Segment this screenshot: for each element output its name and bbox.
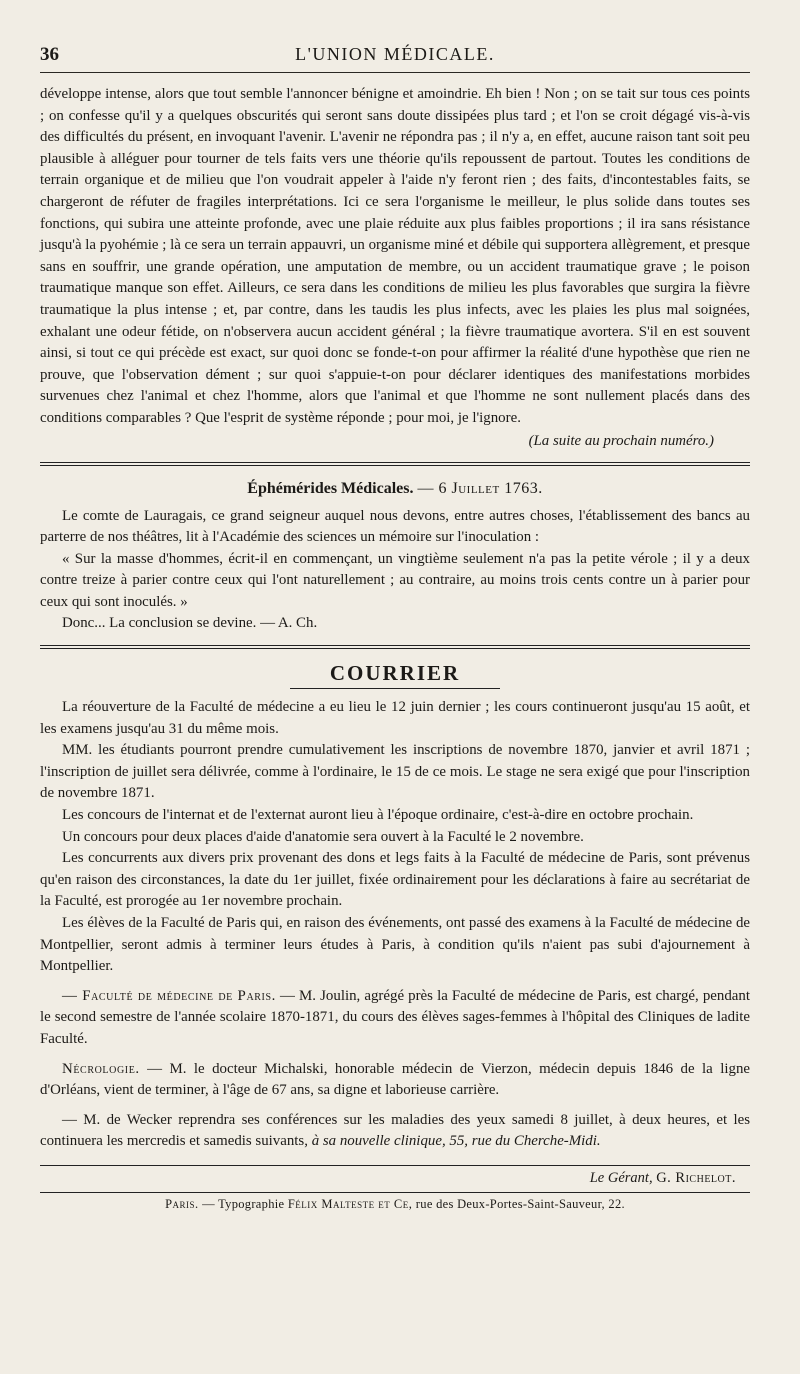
courrier-paragraph: La réouverture de la Faculté de médecine a eu lieu le 12 juin dernier ; les cours continueront jusqu'au 15 août, et les examens jusqu'au 31 du même mois. [40, 699, 750, 737]
page-body [40, 84, 750, 1215]
ephemerides-paragraph: Donc... La conclusion se devine. — A. Ch. [62, 615, 318, 632]
section-divider [40, 645, 750, 649]
page-number: 36 [40, 44, 59, 65]
article-paragraph: développe intense, alors que tout semble l'annoncer bénigne et amoindrie. Eh bien ! Non ; on se tait sur tous ces points ; on confesse qu'il y a quelques obscurités qui seront sans doute dissipées plus tard ; et l'on se croit dégagé vis-à-vis des difficultés du présent, en invoquant l'avenir. L'avenir ne répondra pas ; il n'y a, en effet, aucune raison tant soit peu plausible à alléguer pour tourner de tels faits vers une théorie qu'ils repoussent de partout. Toutes les conditions de terrain organique et de milieu que l'on voudrait appeler à l'aide n'y feront rien ; des faits, d'incontestables faits, se chargeront de réfuter de fragiles interprétations. Ici ce sera l'organisme le meilleur, le plus solide dans toutes ses fonctions, qui subira une atteinte profonde, avec une plaie réduite aux plus faibles proportions ; il ira sans résistance jusqu'à la pyohémie ; là ce sera un terrain appauvri, un organisme miné et débile qui supportera allègrement, et presque sans en souffrir, une grande opération, une amputation de membre, ou un accident traumatique grave ; le poison traumatique manque son effet. Ailleurs, ce sera dans les conditions de milieu les plus favorables que surgira la fièvre traumatique la plus intense ; et, par contre, dans les taudis les plus infects, avec les plaies les plus mal soignées, exhalant une odeur fétide, on n'observera aucun accident général ; la fièvre traumatique avortera. S'il en est souvent ainsi, si tout ce qui précède est exact, sur quoi donc se fonde-t-on pour affirmer la réalité d'une hypothèse que rien ne prouve, que l'observation dément ; sur quoi s'appuie-t-on pour déclarer identiques des manifestations morbides survenues chez l'animal et chez l'homme, alors que l'animal et que l'homme ne sont nullement placés dans des conditions comparables ? Que l'esprit de système réponde ; pour moi, je l'ignore. [40, 86, 750, 426]
courrier-paragraph: MM. les étudiants pourront prendre cumulativement les inscriptions de novembre 1870, janvier et avril 1871 ; l'inscription de juillet sera délivrée, comme à l'ordinaire, le 15 de ce mois. Le stage ne sera exigé que pour l'inscription de novembre 1871. [40, 742, 750, 802]
running-header [40, 44, 750, 68]
ephemerides-date: — 6 Juillet 1763. [417, 479, 543, 497]
ephemerides-heading [40, 478, 750, 500]
gerant-label: Le Gérant, [589, 1169, 653, 1186]
gerant-signature [40, 1166, 750, 1190]
faculte-text: — M. Joulin, agrégé près la Faculté de médecine de Paris, est chargé, pendant le second semestre de l'année scolaire 1870-1871, du cours des élèves sages-femmes à l'hôpital des Cliniques de ladite Faculté. [40, 987, 750, 1047]
wecker-address: à sa nouvelle clinique, 55, rue du Cherche-Midi. [311, 1133, 601, 1150]
faculte-lead: — Faculté de médecine de Paris. [62, 987, 276, 1004]
article-continuation [40, 84, 750, 452]
ephemerides-paragraph: Le comte de Lauragais, ce grand seigneur auquel nous devons, entre autres choses, l'établissement des bancs au parterre de nos théâtres, lit à l'Académie des sciences un mémoire sur l'inoculation : [40, 507, 750, 546]
section-divider [40, 462, 750, 466]
courrier-paragraph: Les élèves de la Faculté de Paris qui, en raison des événements, ont passé des examens à la Faculté de médecine de Montpellier, seront admis à terminer leurs études à Paris, à condition qu'ils n'aient pas subi d'ajournement à Montpellier. [40, 915, 750, 975]
ephemerides-paragraph: « Sur la masse d'hommes, écrit-il en commençant, un vingtième seulement n'a pas la petite vérole ; il y a deux contre treize à parier contre ceux qui l'ont naturellement ; au contraire, au moins trois cents contre un à parier pour ceux qui sont inoculés. » [40, 550, 750, 610]
faculte-notice [40, 986, 750, 1051]
journal-title: L'UNION MÉDICALE. [295, 44, 495, 64]
ephemerides-section [40, 478, 750, 636]
wecker-notice [40, 1110, 750, 1153]
gerant-name: G. Richelot. [656, 1169, 736, 1186]
courrier-title: COURRIER [290, 661, 500, 689]
continuation-note: (La suite au prochain numéro.) [528, 432, 714, 449]
printer-address: rue des Deux-Portes-Saint-Sauveur, 22. [412, 1196, 625, 1211]
necrologie-notice [40, 1059, 750, 1102]
ephemerides-title: Éphémérides Médicales. [247, 479, 414, 497]
printer-text: — Typographie [198, 1196, 288, 1211]
courrier-paragraph: Les concours de l'internat et de l'externat auront lieu à l'époque ordinaire, c'est-à-dire en octobre prochain. [62, 807, 694, 824]
necrologie-text: — M. le docteur Michalski, honorable médecin de Vierzon, médecin depuis 1846 de la ligne d'Orléans, vient de terminer, à l'âge de 67 ans, sa digne et laborieuse carrière. [40, 1060, 750, 1099]
wecker-text: — M. de Wecker reprendra ses conférences sur les maladies des yeux samedi 8 juillet, à deux heures, et les continuera les mercredis et samedis suivants, [40, 1111, 750, 1150]
courrier-section [40, 661, 750, 1153]
printer-line [40, 1193, 750, 1215]
courrier-paragraph: Un concours pour deux places d'aide d'anatomie sera ouvert à la Faculté le 2 novembre. [62, 828, 584, 845]
header-rule [40, 72, 750, 73]
printer-name: Félix Malteste et Ce, [287, 1196, 413, 1211]
printer-city: Paris. [165, 1196, 199, 1211]
courrier-paragraph: Les concurrents aux divers prix provenant des dons et legs faits à la Faculté de médecine de Paris, sont prévenus qu'en raison des circonstances, la date du 1er juillet, fixée ordinairement pour les déclarations à faire au secrétariat de la Faculté, est prorogée au 1er novembre prochain. [40, 850, 750, 910]
necrologie-lead: Nécrologie. [62, 1060, 140, 1077]
